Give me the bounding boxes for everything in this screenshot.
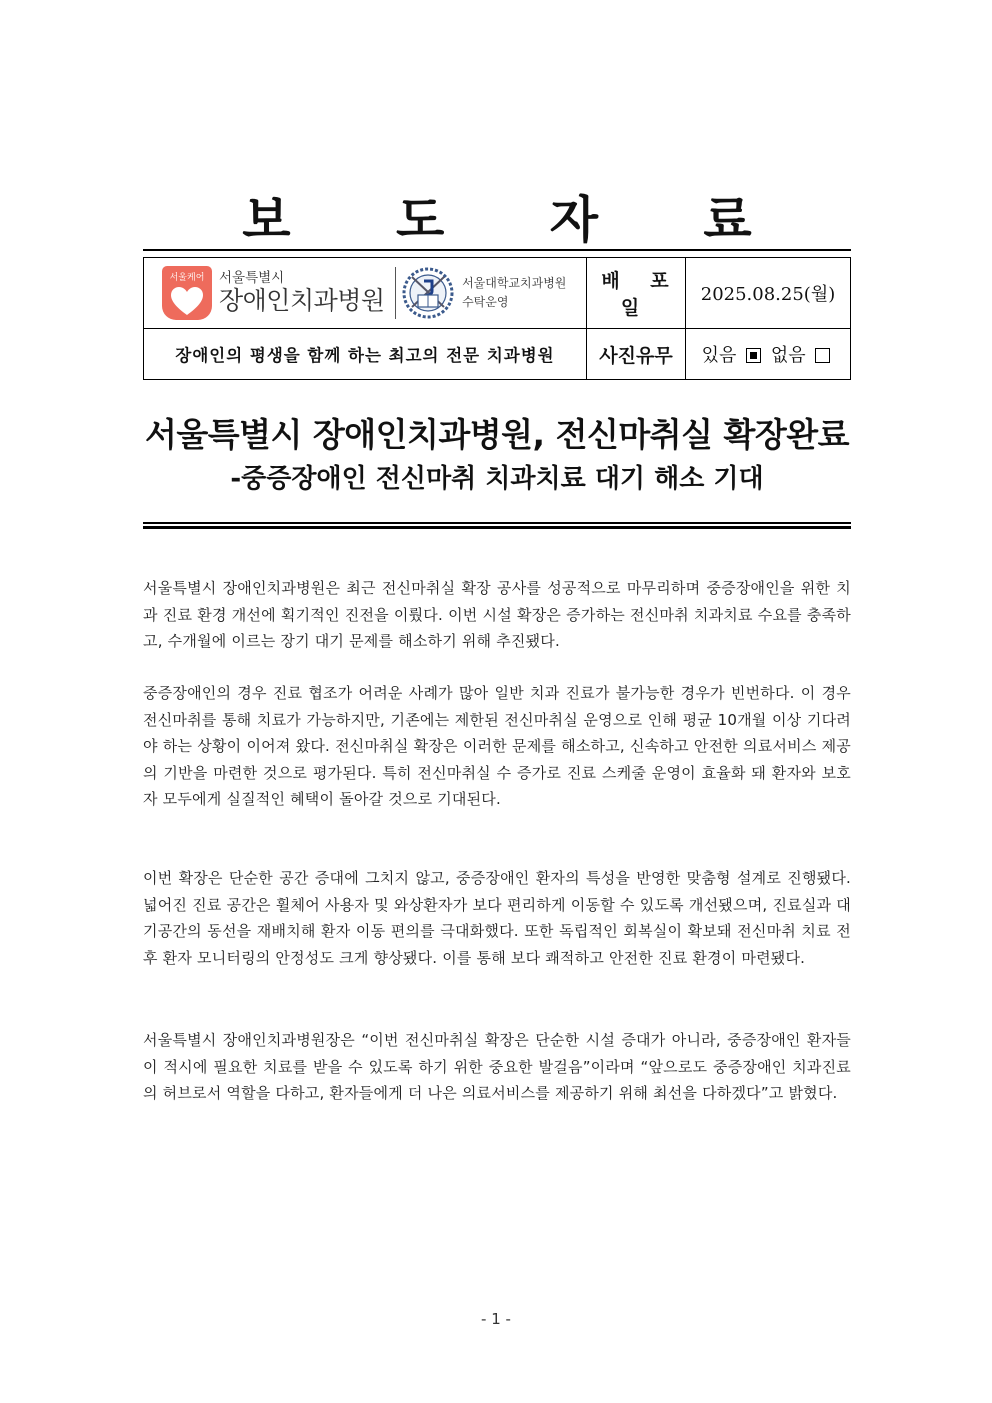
- headline-rule-thin: [143, 522, 851, 524]
- photo-yes-checkbox[interactable]: [746, 348, 761, 363]
- partner-name: 서울대학교치과병원: [462, 276, 567, 290]
- page-number: - 1 -: [481, 1310, 511, 1328]
- header-info-table: [143, 257, 851, 380]
- partner-block: [462, 274, 566, 312]
- snu-emblem-icon: [402, 267, 454, 319]
- photo-no-checkbox[interactable]: [815, 348, 830, 363]
- headline-rule-thick: [143, 526, 851, 529]
- headline: 서울특별시 장애인치과병원, 전신마취실 확장완료: [145, 415, 849, 454]
- photo-label: 사진유무: [587, 329, 686, 380]
- hospital-logo: [144, 258, 586, 328]
- hospital-name-block: [219, 270, 385, 316]
- photo-no-label: 없음: [770, 345, 806, 366]
- body-paragraph: 서울특별시 장애인치과병원은 최근 전신마취실 확장 공사를 성공적으로 마무리하며 중증장애인을 위한 치과 진료 환경 개선에 획기적인 진전을 이뤘다. 이번 시설 확장은 증가하는 전신마취 치과치료 수요를 충족하고, 수개월에 이르는 장기 대기 문제를 해소하기 위해 추진됐다.: [143, 579, 851, 650]
- logo-divider: [395, 267, 397, 319]
- body-paragraph: 중증장애인의 경우 진료 협조가 어려운 사례가 많아 일반 치과 진료가 불가능한 경우가 빈번하다. 이 경우 전신마취를 통해 치료가 가능하지만, 기존에는 제한된 전신마취실 운영으로 인해 평균 10개월 이상 기다려야 하는 상황이 이어져 왔다. 전신마취실 확장은 이러한 문제를 해소하고, 신속하고 안전한 의료서비스 제공의 기반을 마련한 것으로 평가된다. 특히 전신마취실 수 증가로 진료 스케줄 운영이 효율화 돼 환자와 보호자 모두에게 실질적인 혜택이 돌아갈 것으로 기대된다.: [143, 684, 851, 808]
- subheadline: -중증장애인 전신마취 치과치료 대기 해소 기대: [230, 464, 764, 494]
- heart-icon: [170, 286, 204, 316]
- logo-cell: [144, 258, 587, 329]
- seoul-care-badge: [162, 266, 212, 320]
- document-type-title: 보 도 자 료: [242, 191, 796, 249]
- body-paragraph: 이번 확장은 단순한 공간 증대에 그치지 않고, 중증장애인 환자의 특성을 반영한 맞춤형 설계로 진행됐다. 넓어진 진료 공간은 휠체어 사용자 및 와상환자가 보다 편리하게 이동할 수 있도록 개선됐으며, 진료실과 대기공간의 동선을 재배치해 환자 이동 편의를 극대화했다. 또한 독립적인 회복실이 확보돼 전신마취 치료 전후 환자 모니터링의 안정성도 크게 향상됐다. 이를 통해 보다 쾌적하고 안전한 진료 환경이 마련됐다.: [143, 869, 851, 967]
- release-date-label: 배 포 일: [601, 270, 681, 319]
- partner-role: 수탁운영: [462, 295, 509, 309]
- care-badge-text: 서울케어: [169, 273, 205, 283]
- body-paragraph: 서울특별시 장애인치과병원장은 “이번 전신마취실 확장은 단순한 시설 증대가 아니라, 중증장애인 환자들이 적시에 필요한 치료를 받을 수 있도록 하기 위한 중요한 발걸음”이라며 “앞으로도 중증장애인 치과진료의 허브로서 역할을 다하고, 환자들에게 더 나은 의료서비스를 제공하기 위해 최선을 다하겠다”고 밝혔다.: [143, 1031, 851, 1102]
- release-date-label-cell: [587, 258, 686, 329]
- slogan: 장애인의 평생을 함께 하는 최고의 전문 치과병원: [144, 329, 587, 380]
- city-name: 서울특별시: [219, 270, 285, 286]
- release-date-value: 2025.08.25(월): [686, 258, 851, 329]
- photo-yes-label: 있음: [701, 345, 737, 366]
- hospital-name: 장애인치과병원: [219, 286, 385, 315]
- top-rule: [143, 249, 851, 251]
- photo-options: [686, 329, 851, 380]
